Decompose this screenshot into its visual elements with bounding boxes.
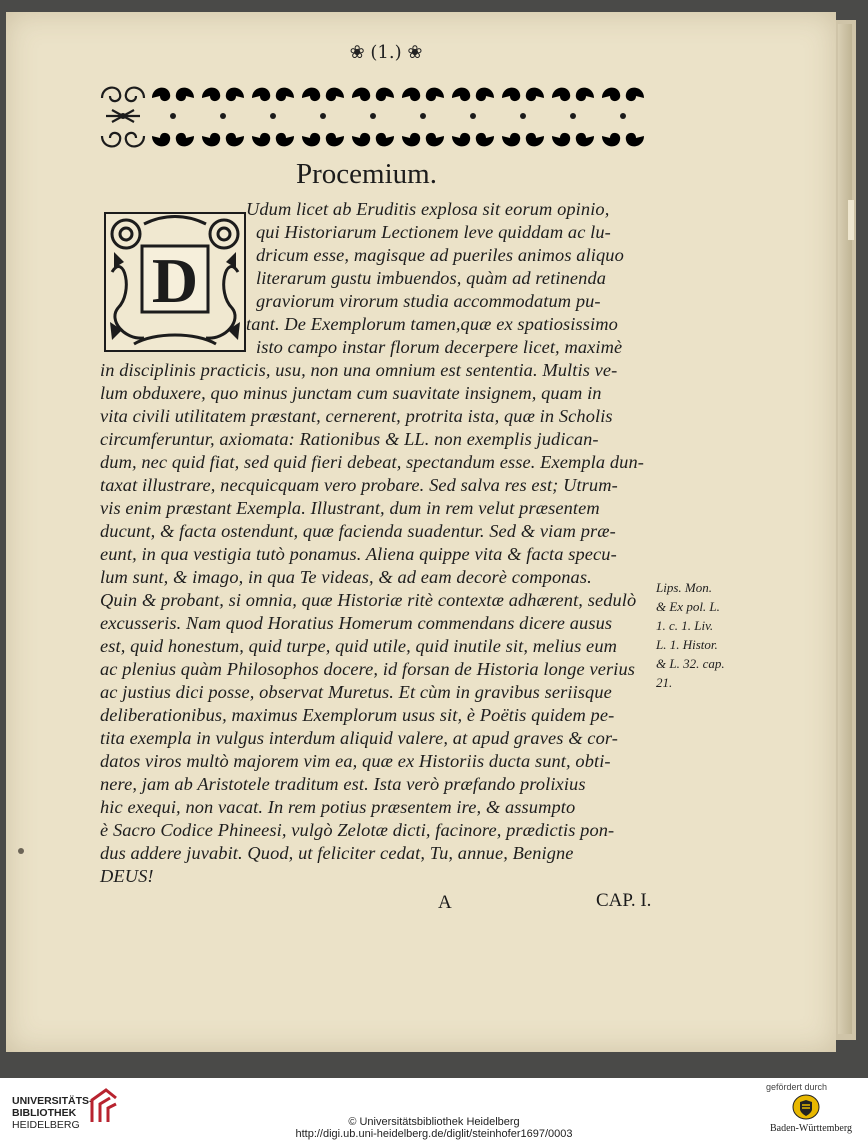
page-title: Procemium.	[296, 158, 437, 190]
copyright-block	[0, 1116, 868, 1140]
text-line: dricum esse, magisque ad pueriles animos aliquo	[256, 245, 624, 265]
margin-note: & Ex pol. L.	[656, 599, 720, 614]
catchword: CAP. I.	[596, 890, 652, 911]
text-line: est, quid honestum, quid turpe, quid utile, quid inutile sit, melius eum	[100, 636, 617, 656]
text-line: eunt, in qua vestigia tutò ponamus. Aliena quippe vita & facta specu-	[100, 544, 617, 564]
text-line: tita exempla in vulgus interdum aliquid valere, at apud graves & cor-	[100, 728, 618, 748]
paper-spot	[18, 848, 24, 854]
text-line: datos viros multò majorem vim ea, quæ ex Historiis ducta sunt, obti-	[100, 751, 611, 771]
decorated-initial	[104, 212, 246, 352]
margin-note: 21.	[656, 675, 673, 690]
text-line: deliberationibus, maximus Exemplorum usus sit, è Poëtis quidem pe-	[100, 705, 615, 725]
text-line: Quin & probant, si omnia, quæ Historiæ ritè contextæ adhærent, sedulò	[100, 590, 637, 610]
text-line: DEUS!	[100, 866, 154, 886]
footer-bar	[0, 1078, 868, 1140]
text-line: vita civili utilitatem præstant, cernerent, protrita ista, quæ in Scholis	[100, 406, 613, 426]
signature-mark: A	[438, 892, 452, 913]
funder-label: gefördert durch	[766, 1082, 828, 1092]
text-line: nere, jam ab Aristotele traditum est. Ista verò præfando prolixius	[100, 774, 586, 794]
text-line: vis enim præstant Exempla. Illustrant, dum in rem velut præsentem	[100, 498, 600, 518]
margin-note: L. 1. Histor.	[656, 637, 718, 652]
initial-letter: D	[151, 245, 199, 316]
text-line: lum sunt, & imago, in qua Te videas, & ad eam decorè componas.	[100, 567, 592, 587]
text-line: dus addere juvabit. Quod, ut feliciter cedat, Tu, annue, Benigne	[100, 843, 574, 863]
page-tab-mark	[848, 200, 854, 240]
text-line: tant. De Exemplorum tamen,quæ ex spatiosissimo	[246, 314, 618, 334]
page-header: ❀ (1.) ❀	[349, 42, 423, 63]
text-line: circumferuntur, axiomata: Rationibus & LL. non exemplis judican-	[100, 429, 599, 449]
text-line: ac plenius quàm Philosophos docere, id forsan de Historia longe verius	[100, 659, 636, 679]
margin-note: Lips. Mon.	[656, 580, 712, 595]
text-line: lum obduxere, quo minus junctam cum suavitate insignem, quam in	[100, 383, 602, 403]
text-line: Udum licet ab Eruditis explosa sit eorum opinio,	[246, 199, 610, 219]
page-edge-shadow	[838, 24, 852, 1034]
book-page	[6, 12, 836, 1052]
margin-notes	[656, 578, 725, 692]
margin-note: 1. c. 1. Liv.	[656, 618, 714, 633]
text-line: literarum gustu imbuendos, quàm ad retinenda	[256, 268, 607, 288]
text-line: dum, nec quid fiat, sed quid fieri debeat, spectandum esse. Exempla dun-	[100, 452, 644, 472]
text-line: hic exequi, non vacat. In rem potius præsentem ire, & assumpto	[100, 797, 576, 817]
copyright-text: © Universitätsbibliothek Heidelberg	[348, 1116, 520, 1128]
permalink[interactable]: http://digi.ub.uni-heidelberg.de/diglit/steinhofer1697/0003	[295, 1128, 573, 1140]
text-line: è Sacro Codice Phineesi, vulgò Zelotæ dicti, facinore, prædictis pon-	[100, 820, 615, 840]
text-line: ac justius dici posse, observat Muretus. Et cùm in gravibus seriisque	[100, 682, 612, 702]
text-line: isto campo instar florum decerpere licet, maximè	[256, 337, 623, 357]
text-line: ducunt, & facta ostendunt, quæ facienda suadentur. Sed & viam præ-	[100, 521, 616, 541]
library-name-line: BIBLIOTHEK	[12, 1107, 77, 1119]
margin-note: & L. 32. cap.	[656, 656, 725, 671]
library-name-line: UNIVERSITÄTS-	[12, 1095, 93, 1107]
text-line: in disciplinis practicis, usu, non una omnium est sententia. Multis ve-	[100, 360, 618, 380]
ornamental-border	[98, 80, 650, 154]
library-name-line: HEIDELBERG	[12, 1119, 80, 1131]
funder-name: Baden-Württemberg	[770, 1123, 853, 1134]
text-line: qui Historiarum Lectionem leve quiddam ac lu-	[256, 222, 611, 242]
text-line: graviorum virorum studia accommodatum pu-	[256, 291, 601, 311]
text-line: excusseris. Nam quod Horatius Homerum commendans dicere ausus	[100, 613, 613, 633]
text-line: taxat illustrare, necquicquam vero probare. Sed salva res est; Utrum-	[100, 475, 618, 495]
state-crest-icon[interactable]	[792, 1094, 820, 1120]
